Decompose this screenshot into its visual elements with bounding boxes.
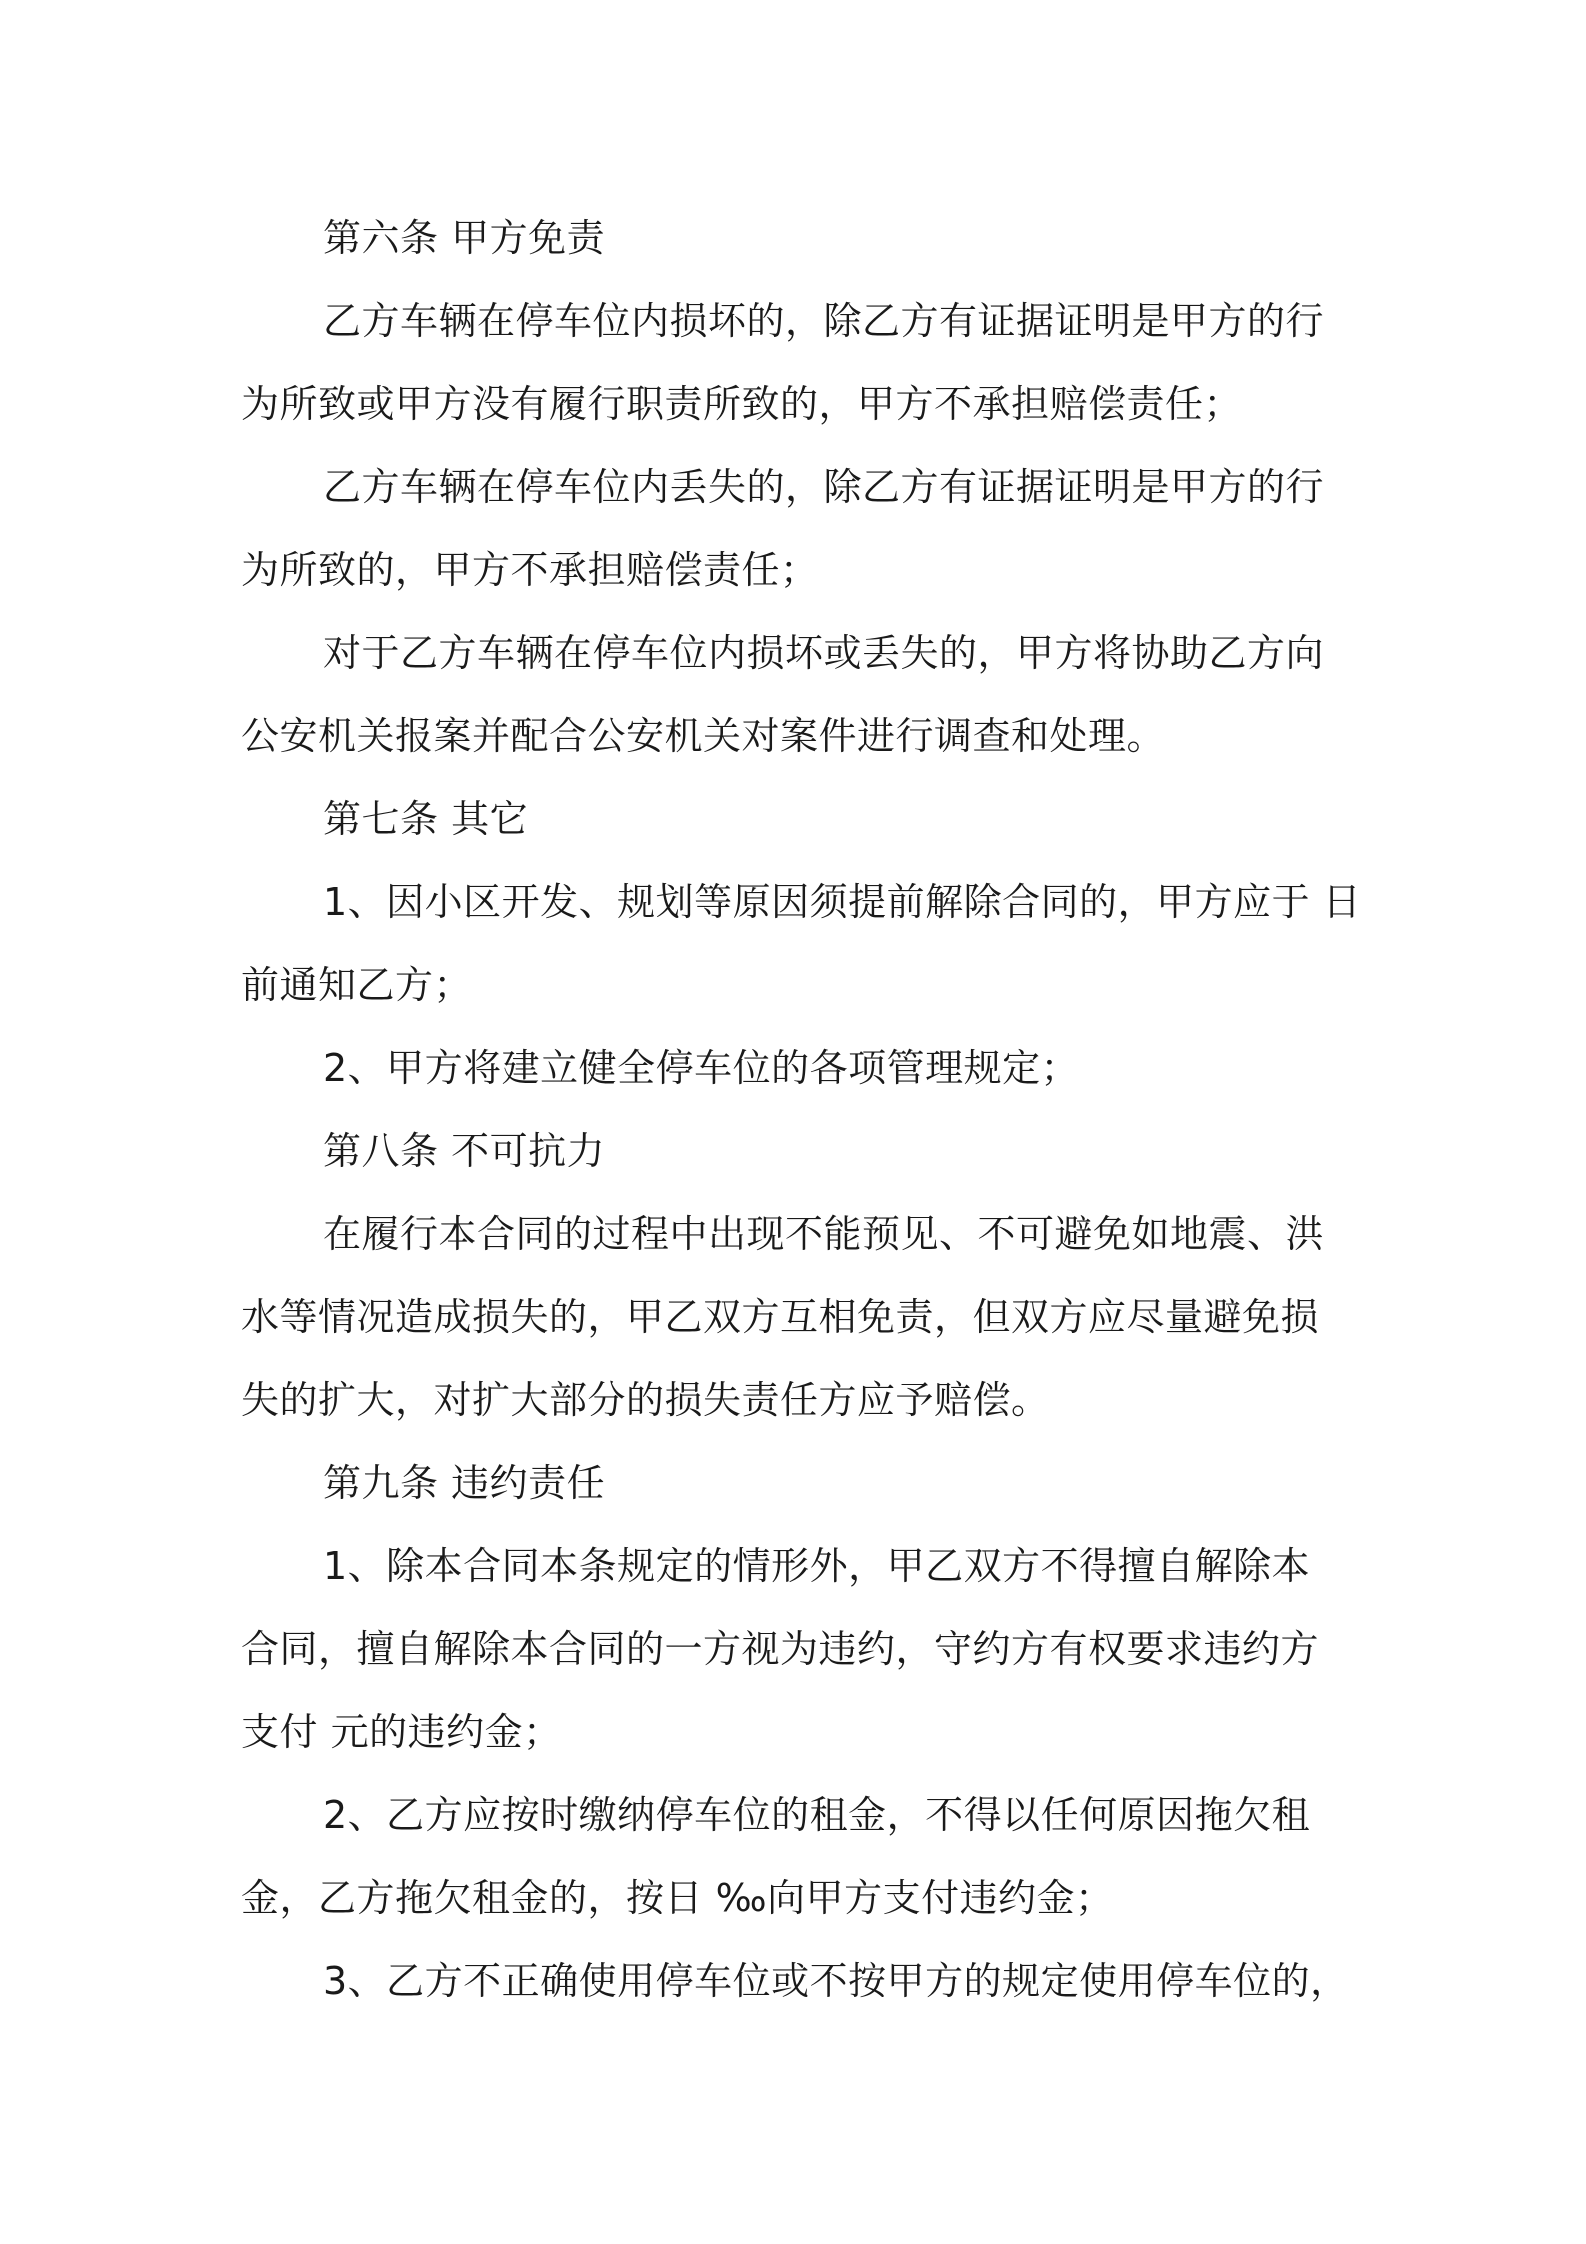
paragraph-line: 1、因小区开发、规划等原因须提前解除合同的，甲方应于 日 <box>323 880 1362 924</box>
article-6-heading: 第六条 甲方免责 <box>323 216 606 260</box>
paragraph-line: 支付 元的违约金； <box>241 1710 562 1754</box>
article-7-heading: 第七条 其它 <box>323 797 529 841</box>
paragraph-line: 公安机关报案并配合公安机关对案件进行调查和处理。 <box>241 714 1166 758</box>
paragraph-line: 为所致或甲方没有履行职责所致的，甲方不承担赔偿责任； <box>241 382 1243 426</box>
paragraph-line: 乙方车辆在停车位内丢失的，除乙方有证据证明是甲方的行 <box>323 465 1325 509</box>
article-9-heading: 第九条 违约责任 <box>323 1461 606 1505</box>
paragraph-line: 水等情况造成损失的，甲乙双方互相免责，但双方应尽量避免损 <box>241 1295 1320 1339</box>
paragraph-line: 2、甲方将建立健全停车位的各项管理规定； <box>323 1046 1080 1090</box>
paragraph-line: 为所致的，甲方不承担赔偿责任； <box>241 548 819 592</box>
document-body <box>241 197 1362 2023</box>
paragraph-line: 3、乙方不正确使用停车位或不按甲方的规定使用停车位的， <box>323 1959 1349 2003</box>
paragraph-line: 前通知乙方； <box>241 963 473 1007</box>
paragraph-line: 对于乙方车辆在停车位内损坏或丢失的，甲方将协助乙方向 <box>323 631 1325 675</box>
paragraph-line: 金，乙方拖欠租金的，按日 ‰向甲方支付违约金； <box>241 1876 1114 1920</box>
paragraph-line: 失的扩大，对扩大部分的损失责任方应予赔偿。 <box>241 1378 1050 1422</box>
paragraph-line: 在履行本合同的过程中出现不能预见、不可避免如地震、洪 <box>323 1212 1325 1256</box>
paragraph-line: 1、除本合同本条规定的情形外，甲乙双方不得擅自解除本 <box>323 1544 1311 1588</box>
paragraph-line: 乙方车辆在停车位内损坏的，除乙方有证据证明是甲方的行 <box>323 299 1325 343</box>
article-8-heading: 第八条 不可抗力 <box>323 1129 606 1173</box>
paragraph-line: 合同，擅自解除本合同的一方视为违约，守约方有权要求违约方 <box>241 1627 1320 1671</box>
paragraph-line: 2、乙方应按时缴纳停车位的租金，不得以任何原因拖欠租 <box>323 1793 1311 1837</box>
